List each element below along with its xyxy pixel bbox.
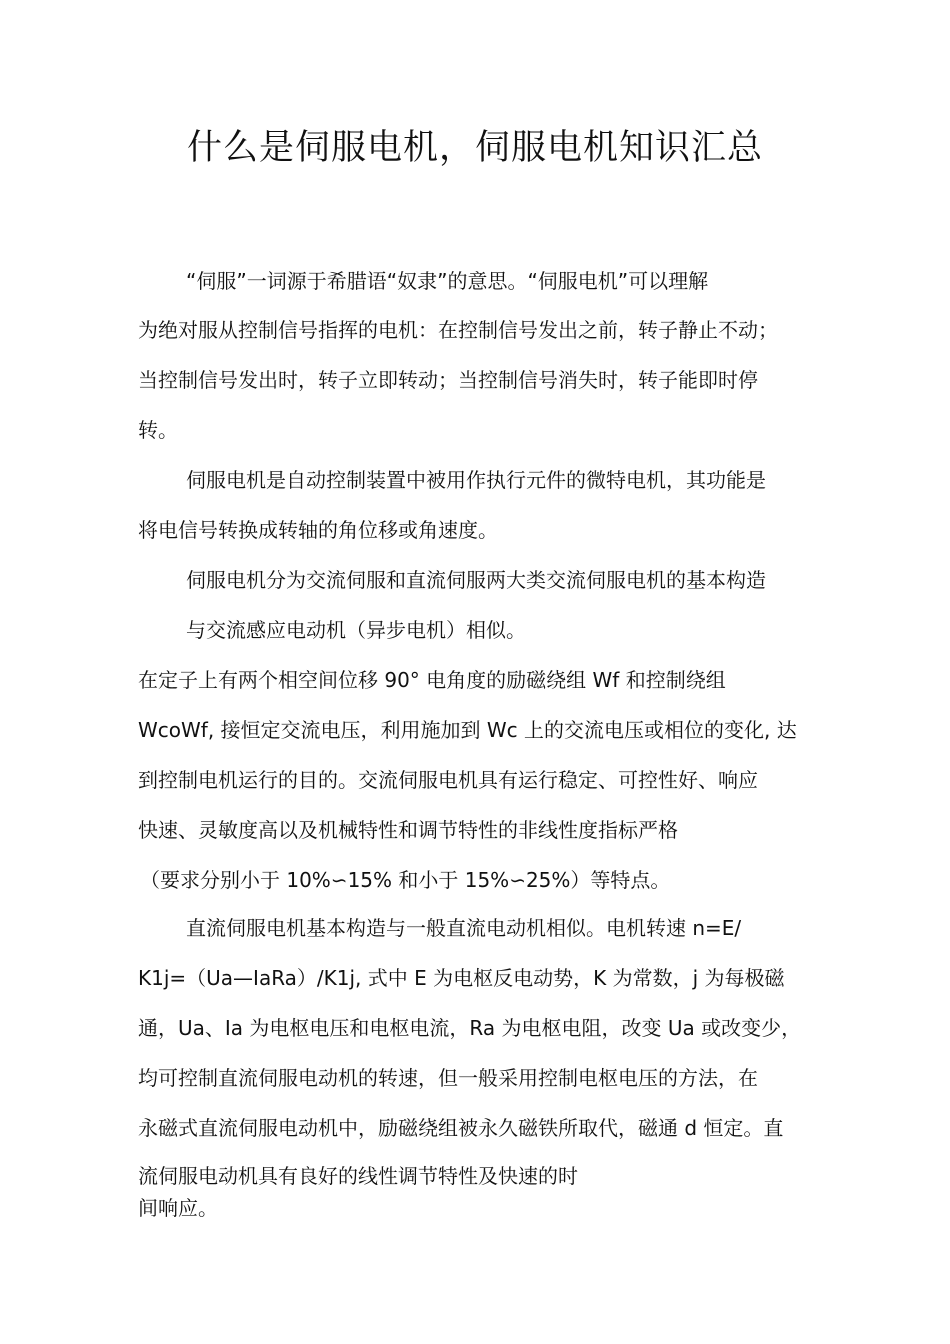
text-line: 直流伺服电机基本构造与一般直流电动机相似。电机转速 n=E/: [186, 916, 742, 940]
text-line: 间响应。: [138, 1196, 218, 1220]
text-line: 与交流感应电动机（异步电机）相似。: [186, 618, 526, 642]
text-line: K1j=（Ua—IaRa）/K1j, 式中 E 为电枢反电动势，K 为常数，j 为每极磁: [138, 966, 785, 990]
text-line: 均可控制直流伺服电动机的转速，但一般采用控制电枢电压的方法，在: [138, 1066, 758, 1090]
text-line: 为绝对服从控制信号指挥的电机：在控制信号发出之前，转子静止不动；: [138, 318, 778, 342]
text-line: 到控制电机运行的目的。交流伺服电机具有运行稳定、可控性好、响应: [138, 768, 758, 792]
text-line: 在定子上有两个相空间位移 90° 电角度的励磁绕组 Wf 和控制绕组: [138, 668, 726, 692]
document-title: 什么是伺服电机，伺服电机知识汇总: [186, 128, 763, 168]
text-line: WcoWf, 接恒定交流电压，利用施加到 Wc 上的交流电压或相位的变化, 达: [138, 718, 797, 742]
text-line: “伺服”一词源于希腊语“奴隶”的意思。“伺服电机”可以理解: [186, 269, 709, 293]
text-line: 当控制信号发出时，转子立即转动；当控制信号消失时，转子能即时停: [138, 368, 758, 392]
text-line: 伺服电机是自动控制装置中被用作执行元件的微特电机，其功能是: [186, 468, 766, 492]
text-line: 快速、灵敏度高以及机械特性和调节特性的非线性度指标严格: [138, 818, 678, 842]
text-line: 伺服电机分为交流伺服和直流伺服两大类交流伺服电机的基本构造: [186, 568, 766, 592]
text-line: 永磁式直流伺服电动机中，励磁绕组被永久磁铁所取代，磁通 d 恒定。直: [138, 1116, 784, 1140]
text-line: （要求分别小于 10%∽15% 和小于 15%∽25%）等特点。: [140, 868, 671, 892]
text-line: 通，Ua、Ia 为电枢电压和电枢电流，Ra 为电枢电阻，改变 Ua 或改变少，: [138, 1016, 802, 1040]
text-line: 流伺服电动机具有良好的线性调节特性及快速的时: [138, 1164, 578, 1188]
text-line: 转。: [138, 418, 178, 442]
text-line: 将电信号转换成转轴的角位移或角速度。: [138, 518, 498, 542]
